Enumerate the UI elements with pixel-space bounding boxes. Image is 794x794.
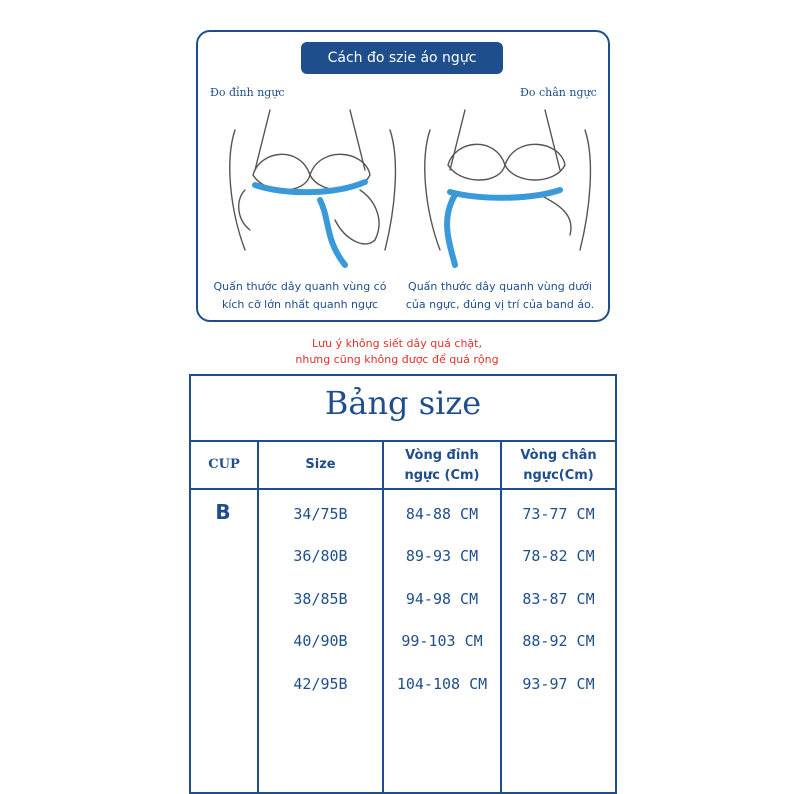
row1-underbust: 73-77 CM: [522, 505, 595, 523]
row2-bust: 89-93 CM: [405, 547, 479, 565]
header-underbust-line2: ngực(Cm): [523, 468, 594, 483]
table-col-divider-cup: [257, 440, 259, 794]
cup-value: B: [215, 500, 231, 524]
table-col-divider-bust: [500, 440, 502, 794]
header-bust-line2: ngực (Cm): [404, 468, 480, 483]
header-cup: CUP: [208, 457, 240, 472]
row1-bust: 84-88 CM: [405, 505, 479, 523]
left-caption-line1: Quấn thước dây quanh vùng có: [213, 280, 387, 293]
header-bust-line1: Vòng đỉnh: [405, 448, 479, 463]
right-caption: [395, 278, 605, 314]
row5-size: 42/95B: [293, 675, 348, 693]
row4-underbust: 88-92 CM: [522, 632, 595, 650]
row3-size: 38/85B: [293, 590, 348, 608]
header-size: Size: [305, 457, 336, 472]
table-col-divider-size: [382, 440, 384, 794]
right-measure-label: Đo chân ngực: [520, 86, 597, 99]
warning-note-line1: Lưu ý không siết dây quá chặt,: [312, 337, 482, 350]
row3-underbust: 83-87 CM: [522, 590, 595, 608]
row4-bust: 99-103 CM: [401, 632, 483, 650]
size-table: [189, 374, 617, 794]
header-underbust-line1: Vòng chân: [520, 448, 597, 463]
left-measure-label: Đo đỉnh ngực: [210, 86, 285, 99]
size-table-title: Bảng size: [324, 384, 482, 422]
guide-title: Cách đo szie áo ngực: [301, 42, 503, 74]
right-caption-line1: Quấn thước dây quanh vùng dưới: [408, 280, 592, 293]
header-bust: [384, 446, 500, 486]
row2-size: 36/80B: [293, 547, 348, 565]
header-underbust: [502, 446, 615, 486]
row3-bust: 94-98 CM: [405, 590, 479, 608]
row1-size: 34/75B: [293, 505, 348, 523]
row5-bust: 104-108 CM: [396, 675, 488, 693]
table-divider-header: [189, 488, 617, 490]
warning-note-line2: nhưng cũng không được để quá rộng: [295, 353, 499, 366]
left-caption-line2: kích cỡ lớn nhất quanh ngực: [221, 298, 379, 311]
table-divider-title: [189, 440, 617, 442]
row4-size: 40/90B: [293, 632, 348, 650]
left-caption: [200, 278, 400, 314]
row5-underbust: 93-97 CM: [522, 675, 595, 693]
bust-measure-illustration: [225, 100, 400, 270]
underbust-measure-illustration: [420, 100, 595, 270]
warning-note: [220, 336, 574, 368]
right-caption-line2: của ngực, đúng vị trí của band áo.: [405, 298, 595, 311]
row2-underbust: 78-82 CM: [522, 547, 595, 565]
